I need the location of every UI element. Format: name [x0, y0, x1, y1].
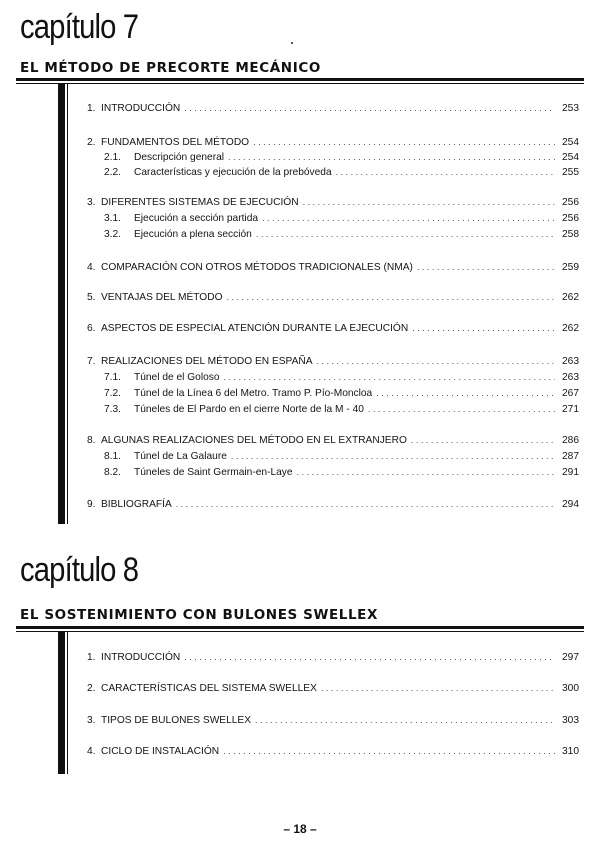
toc-entry-page: 256	[562, 197, 579, 208]
toc-entry-number: 7.1.	[104, 372, 121, 383]
toc-subentry[interactable]	[104, 405, 579, 415]
toc-entry-page: 310	[562, 746, 579, 757]
toc-entry-label: REALIZACIONES DEL MÉTODO EN ESPAÑA	[101, 356, 313, 367]
toc-entry-number: 4.	[87, 262, 96, 273]
toc-entry-label: Túneles de Saint Germain-en-Laye	[134, 467, 293, 478]
toc-leader-dots	[297, 468, 555, 477]
toc-entry-page: 303	[562, 715, 579, 726]
toc-leader-dots	[411, 436, 555, 445]
toc-entry[interactable]	[87, 436, 579, 446]
toc-entry-number: 1.	[87, 652, 96, 663]
toc-entry-label: BIBLIOGRAFÍA	[101, 499, 172, 510]
chapter-8-subtitle: EL SOSTENIMIENTO CON BULONES SWELLEX	[20, 607, 379, 623]
toc-entry[interactable]	[87, 500, 579, 510]
toc-entry-page: 255	[562, 167, 579, 178]
toc-entry-number: 9.	[87, 499, 96, 510]
toc-subentry[interactable]	[104, 373, 579, 383]
scan-speck	[291, 42, 293, 44]
toc-subentry[interactable]	[104, 452, 579, 462]
chapter-7-top-rule-thin	[16, 83, 584, 84]
toc-entry-label: Túnel de la Línea 6 del Metro. Tramo P. Pío-Moncloa	[134, 388, 373, 399]
toc-entry-label: FUNDAMENTOS DEL MÉTODO	[101, 137, 250, 148]
toc-entry[interactable]	[87, 263, 579, 273]
toc-entry-number: 7.2.	[104, 388, 121, 399]
toc-entry-number: 7.3.	[104, 404, 121, 415]
toc-subentry[interactable]	[104, 153, 579, 163]
toc-leader-dots	[176, 500, 555, 509]
toc-leader-dots	[376, 389, 555, 398]
chapter-8-title: capítulo 8	[20, 551, 139, 589]
toc-entry-label: Túnel de el Goloso	[134, 372, 220, 383]
toc-entry-number: 8.	[87, 435, 96, 446]
chapter-8-side-bar-thin	[67, 632, 68, 774]
toc-entry-page: 263	[562, 356, 579, 367]
toc-leader-dots	[336, 168, 555, 177]
toc-leader-dots	[184, 104, 555, 113]
toc-entry-label: Descripción general	[134, 152, 225, 163]
toc-entry-page: 259	[562, 262, 579, 273]
toc-entry[interactable]	[87, 138, 579, 148]
chapter-7-subtitle: EL MÉTODO DE PRECORTE MECÁNICO	[20, 60, 321, 76]
toc-entry-page: 297	[562, 652, 579, 663]
toc-entry-label: DIFERENTES SISTEMAS DE EJECUCIÓN	[101, 197, 299, 208]
toc-entry-number: 2.2.	[104, 167, 121, 178]
toc-entry-page: 256	[562, 213, 579, 224]
toc-leader-dots	[253, 138, 555, 147]
chapter-8-top-rule-thin	[16, 631, 584, 632]
toc-entry[interactable]	[87, 653, 579, 663]
toc-subentry[interactable]	[104, 468, 579, 478]
chapter-8-top-rule	[16, 626, 584, 629]
toc-subentry[interactable]	[104, 214, 579, 224]
toc-entry-page: 253	[562, 103, 579, 114]
toc-entry-page: 291	[562, 467, 579, 478]
toc-leader-dots	[256, 230, 555, 239]
toc-entry-number: 1.	[87, 103, 96, 114]
chapter-7-top-rule	[16, 78, 584, 81]
toc-entry-label: Ejecución a sección partida	[134, 213, 259, 224]
toc-entry-label: CICLO DE INSTALACIÓN	[101, 746, 220, 757]
toc-entry-page: 267	[562, 388, 579, 399]
toc-entry-page: 287	[562, 451, 579, 462]
toc-subentry[interactable]	[104, 389, 579, 399]
toc-leader-dots	[412, 324, 555, 333]
toc-entry-number: 7.	[87, 356, 96, 367]
toc-entry[interactable]	[87, 104, 579, 114]
toc-entry-number: 5.	[87, 292, 96, 303]
toc-entry-label: ASPECTOS DE ESPECIAL ATENCIÓN DURANTE LA EJECUCIÓN	[101, 323, 409, 334]
toc-entry-page: 263	[562, 372, 579, 383]
toc-subentry[interactable]	[104, 168, 579, 178]
toc-leader-dots	[224, 373, 555, 382]
toc-entry[interactable]	[87, 324, 579, 334]
toc-entry-page: 262	[562, 323, 579, 334]
toc-entry-number: 2.1.	[104, 152, 121, 163]
toc-entry-number: 2.	[87, 683, 96, 694]
toc-entry-page: 258	[562, 229, 579, 240]
toc-leader-dots	[321, 684, 555, 693]
toc-entry[interactable]	[87, 716, 579, 726]
page-number: – 18 –	[283, 822, 317, 836]
toc-entry-page: 262	[562, 292, 579, 303]
toc-entry-number: 8.1.	[104, 451, 121, 462]
toc-entry-page: 286	[562, 435, 579, 446]
toc-entry-number: 3.	[87, 197, 96, 208]
toc-entry-page: 254	[562, 152, 579, 163]
toc-leader-dots	[262, 214, 555, 223]
toc-entry[interactable]	[87, 357, 579, 367]
toc-leader-dots	[368, 405, 555, 414]
chapter-7-side-bar	[58, 84, 65, 524]
toc-entry[interactable]	[87, 293, 579, 303]
toc-entry-label: VENTAJAS DEL MÉTODO	[101, 292, 223, 303]
toc-entry[interactable]	[87, 747, 579, 757]
toc-entry-label: TIPOS DE BULONES SWELLEX	[101, 715, 252, 726]
toc-entry-label: INTRODUCCIÓN	[101, 652, 181, 663]
toc-leader-dots	[223, 747, 555, 756]
toc-entry-label: Ejecución a plena sección	[134, 229, 252, 240]
toc-entry-number: 6.	[87, 323, 96, 334]
toc-leader-dots	[184, 653, 555, 662]
toc-entry-label: COMPARACIÓN CON OTROS MÉTODOS TRADICIONALES (NMA)	[101, 262, 413, 273]
toc-leader-dots	[317, 357, 555, 366]
toc-entry-label: INTRODUCCIÓN	[101, 103, 181, 114]
chapter-8-side-bar	[58, 632, 65, 774]
toc-subentry[interactable]	[104, 230, 579, 240]
toc-entry-number: 3.2.	[104, 229, 121, 240]
toc-entry-page: 254	[562, 137, 579, 148]
toc-leader-dots	[231, 452, 555, 461]
toc-entry-page: 300	[562, 683, 579, 694]
toc-leader-dots	[228, 153, 555, 162]
toc-entry-page: 271	[562, 404, 579, 415]
toc-entry-label: Características y ejecución de la prebóveda	[134, 167, 332, 178]
chapter-7-title: capítulo 7	[20, 8, 139, 46]
toc-entry-number: 4.	[87, 746, 96, 757]
toc-entry[interactable]	[87, 198, 579, 208]
toc-entry-number: 8.2.	[104, 467, 121, 478]
toc-entry-page: 294	[562, 499, 579, 510]
toc-entry-label: CARACTERÍSTICAS DEL SISTEMA SWELLEX	[101, 683, 317, 694]
toc-entry-number: 3.	[87, 715, 96, 726]
toc-leader-dots	[417, 263, 555, 272]
toc-entry-label: Túneles de El Pardo en el cierre Norte de la M - 40	[134, 404, 364, 415]
toc-entry-number: 3.1.	[104, 213, 121, 224]
toc-leader-dots	[227, 293, 555, 302]
toc-leader-dots	[303, 198, 555, 207]
toc-entry-label: Túnel de La Galaure	[134, 451, 227, 462]
chapter-7-side-bar-thin	[67, 84, 68, 524]
toc-leader-dots	[255, 716, 555, 725]
toc-entry-number: 2.	[87, 137, 96, 148]
toc-entry[interactable]	[87, 684, 579, 694]
toc-entry-label: ALGUNAS REALIZACIONES DEL MÉTODO EN EL EXTRANJERO	[101, 435, 407, 446]
